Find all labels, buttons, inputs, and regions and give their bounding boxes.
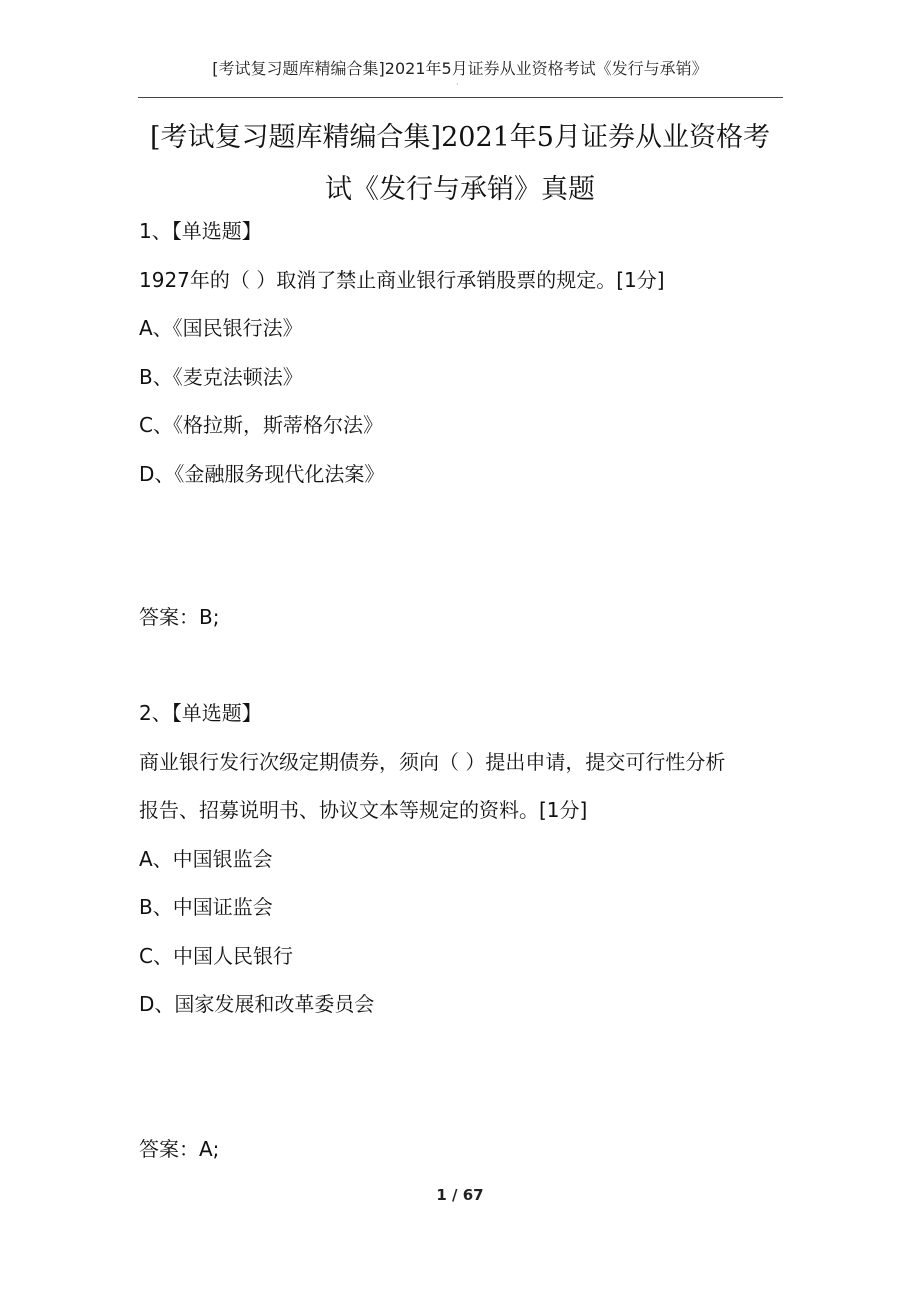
option-b: B、《麦克法顿法》 <box>139 365 303 389</box>
option-a: A、中国银监会 <box>139 847 273 871</box>
option-a: A、《国民银行法》 <box>139 316 303 340</box>
question-type-label: 2、【单选题】 <box>139 701 262 725</box>
option-c: C、《格拉斯，斯蒂格尔法》 <box>139 413 383 437</box>
running-header: [考试复习题库精编合集]2021年5月证券从业资格考试《发行与承销》 <box>212 59 708 78</box>
document-title-line-2: 试《发行与承销》真题 <box>325 174 595 205</box>
document-title-line-1: [考试复习题库精编合集]2021年5月证券从业资格考 <box>150 122 770 153</box>
question-stem: 1927年的（ ）取消了禁止商业银行承销股票的规定。[1分] <box>139 268 665 292</box>
answer: 答案：A; <box>139 1137 220 1161</box>
document-title <box>130 112 790 216</box>
header-dot: · <box>456 80 459 89</box>
question-type-label: 1、【单选题】 <box>139 219 262 243</box>
header-divider <box>138 97 783 98</box>
option-b: B、中国证监会 <box>139 895 273 919</box>
option-d: D、国家发展和改革委员会 <box>139 992 375 1016</box>
question-stem-line-2: 报告、招募说明书、协议文本等规定的资料。[1分] <box>139 798 588 822</box>
option-d: D、《金融服务现代化法案》 <box>139 462 385 486</box>
question-stem-line-1: 商业银行发行次级定期债券，须向（ ）提出申请，提交可行性分析 <box>139 750 726 774</box>
page-number: 1 / 67 <box>436 1186 484 1204</box>
answer: 答案：B; <box>139 605 220 629</box>
option-c: C、中国人民银行 <box>139 944 293 968</box>
